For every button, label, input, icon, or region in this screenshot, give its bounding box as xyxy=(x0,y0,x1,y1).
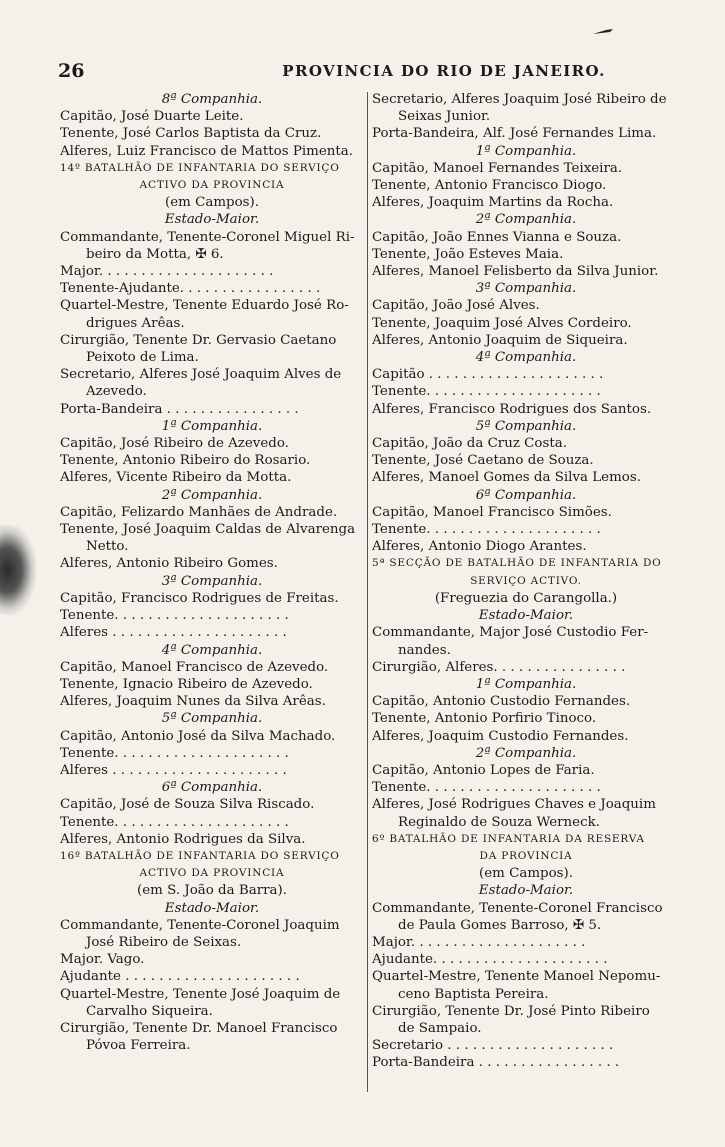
roster-line: Tenente. . . . . . . . . . . . . . . . . . . . . xyxy=(60,814,289,830)
roster-line: Tenente. . . . . . . . . . . . . . . . . . . . . xyxy=(372,780,601,796)
roster-line: Ajudante . . . . . . . . . . . . . . . . . . . . . xyxy=(60,969,300,985)
roster-line: Porta-Bandeira . . . . . . . . . . . . . . . . xyxy=(60,401,299,417)
roster-line: beiro da Motta, ✠ 6. xyxy=(86,246,224,262)
roster-line: Capitão, Antonio Custodio Fernandes. xyxy=(372,694,631,710)
roster-line: Tenente, Antonio Francisco Diogo. xyxy=(372,178,607,194)
roster-line: Quartel-Mestre, Tenente Eduardo José Ro- xyxy=(60,298,349,314)
roster-line: ceno Baptista Pereira. xyxy=(398,986,549,1002)
roster-line: de Paula Gomes Barroso, ✠ 5. xyxy=(398,917,602,933)
roster-line: Netto. xyxy=(86,539,129,555)
roster-line: Tenente. . . . . . . . . . . . . . . . . . . . . xyxy=(372,522,601,538)
roster-line: Alferes . . . . . . . . . . . . . . . . . . . . . xyxy=(60,625,287,641)
roster-line: Alferes, Joaquim Nunes da Silva Arêas. xyxy=(60,694,326,710)
roster-line: Alferes, Vicente Ribeiro da Motta. xyxy=(60,470,292,486)
roster-line: Cirurgião, Tenente Dr. José Pinto Ribeiro xyxy=(372,1003,650,1019)
roster-line: Capitão, José Ribeiro de Azevedo. xyxy=(60,436,289,452)
left-column xyxy=(60,91,364,1054)
ink-mark-icon xyxy=(592,28,614,36)
roster-line: Secretario . . . . . . . . . . . . . . . . . . . . xyxy=(372,1038,614,1054)
battalion-heading: 5ª SECÇÃO DE BATALHÃO DE INFANTARIA DO xyxy=(372,557,662,570)
roster-line: Alferes . . . . . . . . . . . . . . . . . . . . . xyxy=(60,762,287,778)
roster-line: Capitão, Francisco Rodrigues de Freitas. xyxy=(60,590,339,606)
roster-line: Tenente, João Esteves Maia. xyxy=(372,246,564,262)
roster-line: Tenente. . . . . . . . . . . . . . . . . . . . . xyxy=(372,384,601,400)
section-subheading: 6ª Companhia. xyxy=(475,487,577,503)
section-subheading: 2ª Companhia. xyxy=(475,745,577,761)
roster-line: Major. . . . . . . . . . . . . . . . . . . . . xyxy=(60,264,274,280)
roster-line: Quartel-Mestre, Tenente Manoel Nepomu- xyxy=(372,969,661,985)
section-subheading: Estado-Maior. xyxy=(478,608,574,624)
roster-line: Capitão, José Duarte Leite. xyxy=(60,109,244,125)
roster-line: Alferes, Luiz Francisco de Mattos Pimenta. xyxy=(60,143,353,159)
section-subheading: 6ª Companhia. xyxy=(161,780,263,796)
roster-line: Tenente, Antonio Ribeiro do Rosario. xyxy=(60,453,311,469)
roster-line: Cirurgião, Alferes. . . . . . . . . . . . . . . . xyxy=(372,659,626,675)
section-subheading: 8ª Companhia. xyxy=(161,92,263,107)
roster-line: Capitão, Felizardo Manhães de Andrade. xyxy=(60,504,338,520)
section-subheading: 5ª Companhia. xyxy=(475,418,577,434)
roster-line: Alferes, Manoel Felisberto da Silva Junior. xyxy=(372,264,659,280)
section-subheading: 3ª Companhia. xyxy=(475,281,577,297)
battalion-heading: 16º BATALHÃO DE INFANTARIA DO SERVIÇO xyxy=(60,849,340,862)
roster-line: Porta-Bandeira, Alf. José Fernandes Lima. xyxy=(372,126,657,142)
binding-shadow xyxy=(0,525,36,615)
roster-line: Tenente, Joaquim José Alves Cordeiro. xyxy=(372,315,632,331)
roster-line: (em Campos). xyxy=(164,195,259,211)
roster-line: Tenente-Ajudante. . . . . . . . . . . . . . . . . xyxy=(60,281,321,297)
roster-line: Cirurgião, Tenente Dr. Manoel Francisco xyxy=(60,1020,338,1036)
roster-line: Capitão . . . . . . . . . . . . . . . . . . . . . xyxy=(372,367,604,383)
roster-line: Cirurgião, Tenente Dr. Gervasio Caetano xyxy=(60,332,337,348)
roster-line: Tenente, Ignacio Ribeiro de Azevedo. xyxy=(60,676,313,692)
section-subheading: 4ª Companhia. xyxy=(475,350,577,366)
roster-line: Major. Vago. xyxy=(60,952,145,968)
section-subheading: 4ª Companhia. xyxy=(161,642,263,658)
roster-line: drigues Arêas. xyxy=(86,315,185,331)
roster-line: Peixoto de Lima. xyxy=(86,350,199,366)
roster-line: Alferes, Antonio Ribeiro Gomes. xyxy=(60,556,278,572)
roster-line: (em Campos). xyxy=(478,866,573,882)
roster-line: Carvalho Siqueira. xyxy=(86,1003,213,1019)
battalion-heading: 6º BATALHÃO DE INFANTARIA DA RESERVA xyxy=(372,832,645,845)
roster-line: Tenente, Antonio Porfirio Tinoco. xyxy=(372,711,597,727)
roster-line: (em S. João da Barra). xyxy=(137,883,287,899)
roster-line: Seixas Junior. xyxy=(398,109,491,125)
roster-line: Reginaldo de Souza Werneck. xyxy=(398,814,600,830)
section-subheading: 1ª Companhia. xyxy=(161,418,263,434)
roster-line: Secretario, Alferes José Joaquim Alves de xyxy=(60,367,342,383)
roster-line: Capitão, Manoel Francisco de Azevedo. xyxy=(60,659,329,675)
section-subheading: 1ª Companhia. xyxy=(475,676,577,692)
roster-line: Tenente, José Caetano de Souza. xyxy=(372,453,594,469)
roster-line: Capitão, Manoel Francisco Simões. xyxy=(372,504,612,520)
roster-line: Alferes, José Rodrigues Chaves e Joaquim xyxy=(372,797,656,813)
battalion-heading: ACTIVO DA PROVINCIA xyxy=(139,179,285,192)
roster-line: Tenente, José Joaquim Caldas de Alvarenga xyxy=(60,522,356,538)
roster-line: Alferes, Manoel Gomes da Silva Lemos. xyxy=(372,470,641,486)
roster-line: Alferes, Joaquim Martins da Rocha. xyxy=(372,195,614,211)
section-subheading: 3ª Companhia. xyxy=(161,573,263,589)
roster-line: de Sampaio. xyxy=(398,1020,482,1036)
roster-line: Commandante, Major José Custodio Fer- xyxy=(372,625,649,641)
roster-line: Secretario, Alferes Joaquim José Ribeiro de xyxy=(372,92,667,107)
roster-line: Capitão, Manoel Fernandes Teixeira. xyxy=(372,160,623,176)
roster-line: Alferes, Antonio Diogo Arantes. xyxy=(372,539,587,555)
roster-line: Capitão, João da Cruz Costa. xyxy=(372,436,567,452)
right-column xyxy=(372,91,680,1072)
battalion-heading: DA PROVINCIA xyxy=(479,849,573,862)
roster-line: Capitão, José de Souza Silva Riscado. xyxy=(60,797,315,813)
roster-line: Póvoa Ferreira. xyxy=(86,1038,191,1054)
roster-line: Alferes, Antonio Rodrigues da Silva. xyxy=(60,831,306,847)
section-subheading: 1ª Companhia. xyxy=(475,143,577,159)
roster-line: Capitão, João José Alves. xyxy=(372,298,540,314)
column-divider xyxy=(367,92,368,1092)
roster-line: Azevedo. xyxy=(86,384,147,400)
roster-line: Quartel-Mestre, Tenente José Joaquim de xyxy=(60,986,341,1002)
roster-line: Tenente, José Carlos Baptista da Cruz. xyxy=(60,126,322,142)
roster-line: Alferes, Francisco Rodrigues dos Santos. xyxy=(372,401,652,417)
roster-line: Tenente. . . . . . . . . . . . . . . . . . . . . xyxy=(60,745,289,761)
roster-line: Capitão, João Ennes Vianna e Souza. xyxy=(372,229,622,245)
battalion-heading: 14º BATALHÃO DE INFANTARIA DO SERVIÇO xyxy=(60,161,340,174)
battalion-heading: SERVIÇO ACTIVO. xyxy=(470,574,582,587)
section-subheading: Estado-Maior. xyxy=(164,212,260,228)
roster-line: (Freguezia do Carangolla.) xyxy=(434,590,618,606)
page-number: 26 xyxy=(58,60,85,82)
roster-line: Commandante, Tenente-Coronel Miguel Ri- xyxy=(60,229,355,245)
roster-line: Capitão, Antonio Lopes de Faria. xyxy=(372,762,595,778)
roster-line: Porta-Bandeira . . . . . . . . . . . . . . . . . xyxy=(372,1055,620,1071)
roster-line: Alferes, Antonio Joaquim de Siqueira. xyxy=(372,332,628,348)
roster-line: Capitão, Antonio José da Silva Machado. xyxy=(60,728,336,744)
roster-line: Commandante, Tenente-Coronel Francisco xyxy=(372,900,663,916)
page-header xyxy=(58,60,700,86)
battalion-heading: ACTIVO DA PROVINCIA xyxy=(139,867,285,880)
roster-line: Ajudante. . . . . . . . . . . . . . . . . . . . . xyxy=(372,952,608,968)
roster-line: Major. . . . . . . . . . . . . . . . . . . . . xyxy=(372,934,586,950)
section-subheading: 2ª Companhia. xyxy=(475,212,577,228)
section-subheading: Estado-Maior. xyxy=(478,883,574,899)
roster-line: Tenente. . . . . . . . . . . . . . . . . . . . . xyxy=(60,608,289,624)
roster-line: Commandante, Tenente-Coronel Joaquim xyxy=(60,917,340,933)
section-subheading: Estado-Maior. xyxy=(164,900,260,916)
section-subheading: 2ª Companhia. xyxy=(161,487,263,503)
roster-line: José Ribeiro de Seixas. xyxy=(86,934,242,950)
running-title: PROVINCIA DO RIO DE JANEIRO. xyxy=(282,62,606,80)
roster-line: nandes. xyxy=(398,642,451,658)
section-subheading: 5ª Companhia. xyxy=(161,711,263,727)
roster-line: Alferes, Joaquim Custodio Fernandes. xyxy=(372,728,629,744)
